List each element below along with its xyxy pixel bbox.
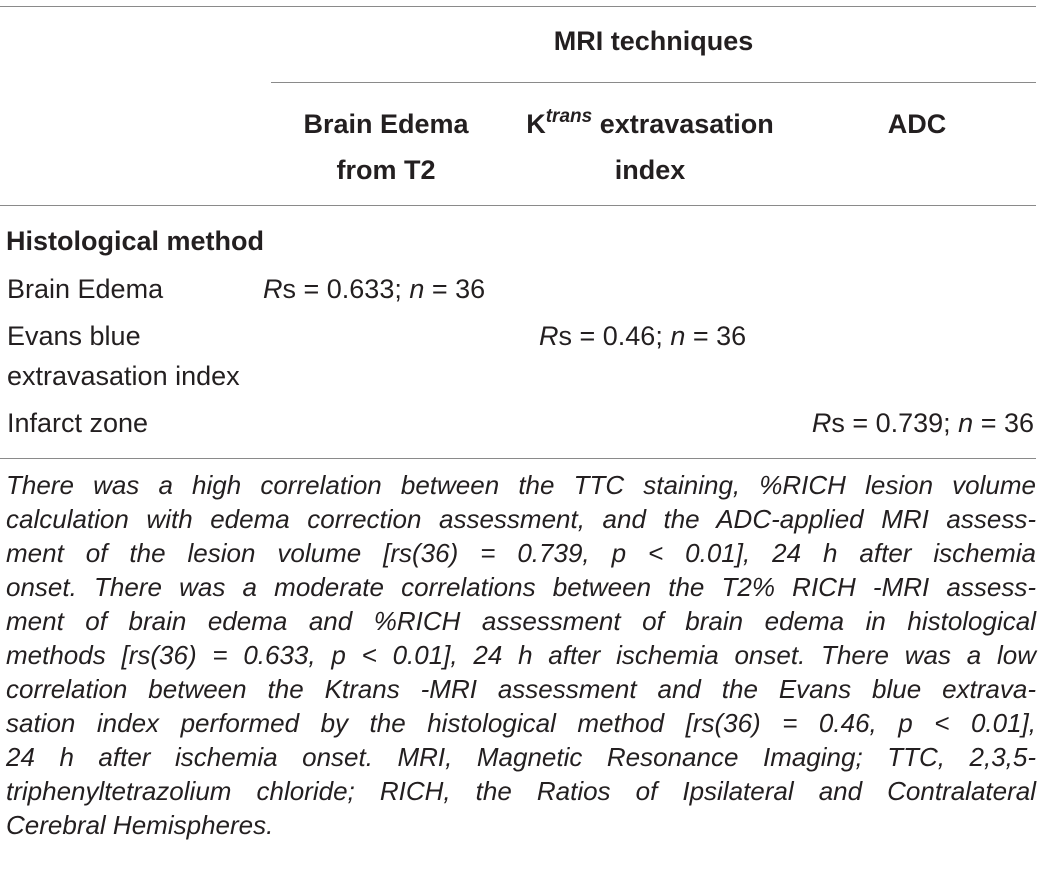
caption-line: Cerebral Hemispheres. (6, 810, 274, 840)
col-header-brain-edema-line1: Brain Edema (303, 109, 469, 139)
top-rule (0, 6, 1036, 7)
rs-value: s = 0.46; (558, 321, 671, 351)
caption-line: methods [rs(36) = 0.633, p < 0.01], 24 h after ischemia onset. There was a low (6, 640, 1036, 670)
group-header-mri-techniques: MRI techniques (553, 26, 754, 56)
row-label-infarct-zone: Infarct zone (7, 408, 149, 438)
n-value: = 36 (424, 274, 486, 304)
n-value: = 36 (685, 321, 747, 351)
caption-line: onset. There was a moderate correlations between the T2% RICH -MRI assess- (6, 572, 1036, 602)
caption-line: sation index performed by the histological method [rs(36) = 0.46, p < 0.01], (6, 708, 1036, 738)
n-symbol: n (958, 408, 974, 438)
row-value-evans-blue (539, 319, 746, 353)
row-label-evans-blue-line1: Evans blue (7, 321, 141, 351)
ktrans-superscript: trans (545, 106, 593, 127)
rs-value: s = 0.633; (282, 274, 410, 304)
row-value-brain-edema (263, 272, 485, 306)
rs-symbol: R (263, 274, 283, 304)
table-bottom-rule (0, 458, 1036, 459)
caption-line: 24 h after ischemia onset. MRI, Magnetic Resonance Imaging; TTC, 2,3,5- (6, 742, 1036, 772)
caption-line: ment of the lesion volume [rs(36) = 0.739, p < 0.01], 24 h after ischemia (6, 538, 1036, 568)
ktrans-suffix: extravasation (592, 109, 774, 139)
rs-value: s = 0.739; (831, 408, 959, 438)
group-header-rule (271, 82, 1036, 83)
caption-line: correlation between the Ktrans -MRI assessment and the Evans blue extrava- (6, 674, 1036, 704)
col-header-ktrans-line2: index (614, 155, 686, 185)
col-header-adc: ADC (887, 109, 947, 139)
n-symbol: n (670, 321, 686, 351)
section-header-histological-method: Histological method (6, 226, 265, 256)
col-header-ktrans-line1 (500, 107, 800, 141)
table-caption (6, 468, 1036, 842)
col-header-brain-edema-line2: from T2 (336, 155, 436, 185)
caption-line: triphenyltetrazolium chloride; RICH, the Ratios of Ipsilateral and Contralateral (6, 776, 1036, 806)
n-symbol: n (409, 274, 425, 304)
ktrans-k: K (526, 109, 546, 139)
caption-line: ment of brain edema and %RICH assessment of brain edema in histological (6, 606, 1036, 636)
rs-symbol: R (811, 408, 832, 438)
caption-line: calculation with edema correction assessment, and the ADC-applied MRI assess- (6, 504, 1036, 534)
header-bottom-rule (0, 205, 1036, 206)
row-label-evans-blue-line2: extravasation index (7, 361, 240, 391)
row-label-brain-edema: Brain Edema (7, 274, 164, 304)
caption-line: There was a high correlation between the TTC staining, %RICH lesion volume (6, 470, 1036, 500)
n-value: = 36 (973, 408, 1034, 438)
rs-symbol: R (539, 321, 559, 351)
row-value-infarct-zone (736, 406, 1034, 440)
